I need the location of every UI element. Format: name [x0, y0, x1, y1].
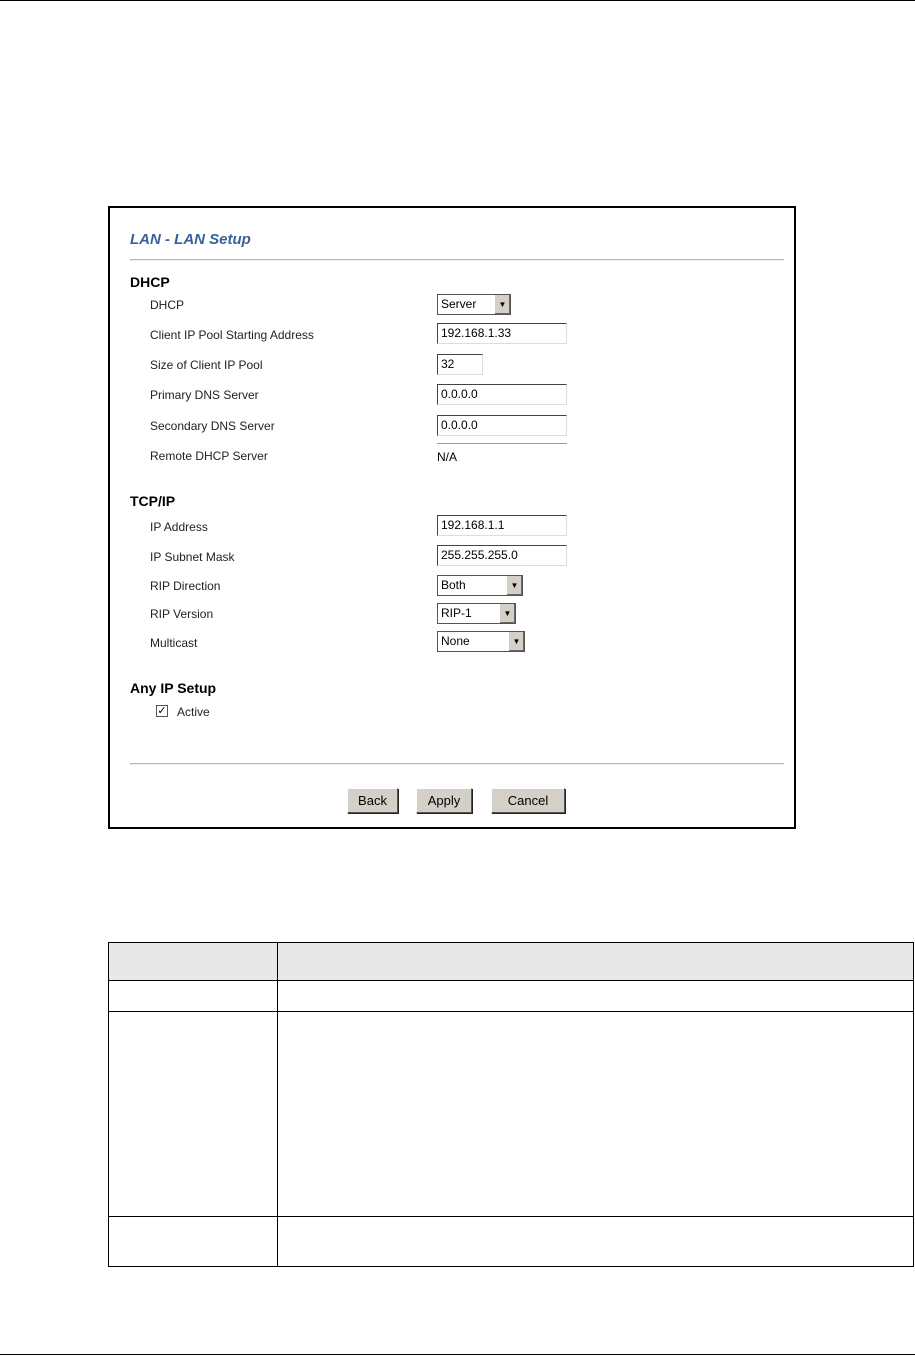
table-cell — [109, 1217, 278, 1267]
chevron-down-icon[interactable]: ▼ — [506, 576, 522, 595]
top-rule — [0, 0, 915, 1]
bottom-rule — [0, 1354, 915, 1355]
pool-start-label: Client IP Pool Starting Address — [150, 328, 314, 342]
table-cell — [278, 1012, 914, 1217]
rip-version-select[interactable] — [437, 603, 516, 624]
remote-dhcp-value: N/A — [437, 450, 458, 464]
rip-version-label: RIP Version — [150, 607, 214, 621]
ip-address-input[interactable]: 192.168.1.1 — [437, 515, 567, 536]
primary-dns-label: Primary DNS Server — [150, 388, 259, 402]
ip-address-label: IP Address — [150, 520, 208, 534]
chevron-down-icon[interactable]: ▼ — [494, 295, 510, 314]
pool-size-label: Size of Client IP Pool — [150, 358, 263, 372]
subnet-mask-label: IP Subnet Mask — [150, 550, 235, 564]
table-cell — [109, 981, 278, 1012]
secondary-dns-label: Secondary DNS Server — [150, 419, 275, 433]
subnet-mask-input[interactable]: 255.255.255.0 — [437, 545, 567, 566]
page-title: LAN - LAN Setup — [130, 231, 251, 248]
cancel-button[interactable]: Cancel — [491, 788, 565, 813]
primary-dns-input[interactable]: 0.0.0.0 — [437, 384, 567, 405]
table-row — [109, 1217, 914, 1267]
apply-button[interactable]: Apply — [416, 788, 472, 813]
description-table — [108, 942, 914, 1267]
anyip-heading: Any IP Setup — [130, 680, 217, 696]
table-cell — [278, 1217, 914, 1267]
multicast-value: None — [441, 634, 470, 648]
dhcp-label: DHCP — [150, 298, 185, 312]
lan-setup-panel — [108, 206, 796, 829]
remote-dhcp-label: Remote DHCP Server — [150, 449, 268, 463]
title-separator — [130, 259, 784, 261]
tcpip-heading: TCP/IP — [130, 493, 176, 509]
rip-version-value: RIP-1 — [441, 606, 472, 620]
dhcp-heading: DHCP — [130, 274, 170, 290]
multicast-label: Multicast — [150, 636, 198, 650]
table-header-cell — [278, 943, 914, 981]
rip-direction-value: Both — [441, 578, 466, 592]
dhcp-select[interactable] — [437, 294, 511, 315]
table-cell — [278, 981, 914, 1012]
back-button[interactable]: Back — [347, 788, 398, 813]
table-header-row — [109, 943, 914, 981]
pool-size-input[interactable]: 32 — [437, 354, 483, 375]
remote-dhcp-underline — [437, 443, 567, 444]
secondary-dns-input[interactable]: 0.0.0.0 — [437, 415, 567, 436]
chevron-down-icon[interactable]: ▼ — [508, 632, 524, 651]
dhcp-select-value: Server — [441, 297, 477, 311]
footer-separator — [130, 763, 784, 765]
chevron-down-icon[interactable]: ▼ — [499, 604, 515, 623]
rip-direction-label: RIP Direction — [150, 579, 221, 593]
checkmark-icon: ✓ — [157, 705, 167, 717]
multicast-select[interactable] — [437, 631, 525, 652]
pool-start-input[interactable]: 192.168.1.33 — [437, 323, 567, 344]
active-label: Active — [177, 705, 210, 719]
table-row — [109, 981, 914, 1012]
table-row — [109, 1012, 914, 1217]
table-header-cell — [109, 943, 278, 981]
rip-direction-select[interactable] — [437, 575, 523, 596]
active-checkbox[interactable] — [156, 705, 168, 717]
table-cell — [109, 1012, 278, 1217]
